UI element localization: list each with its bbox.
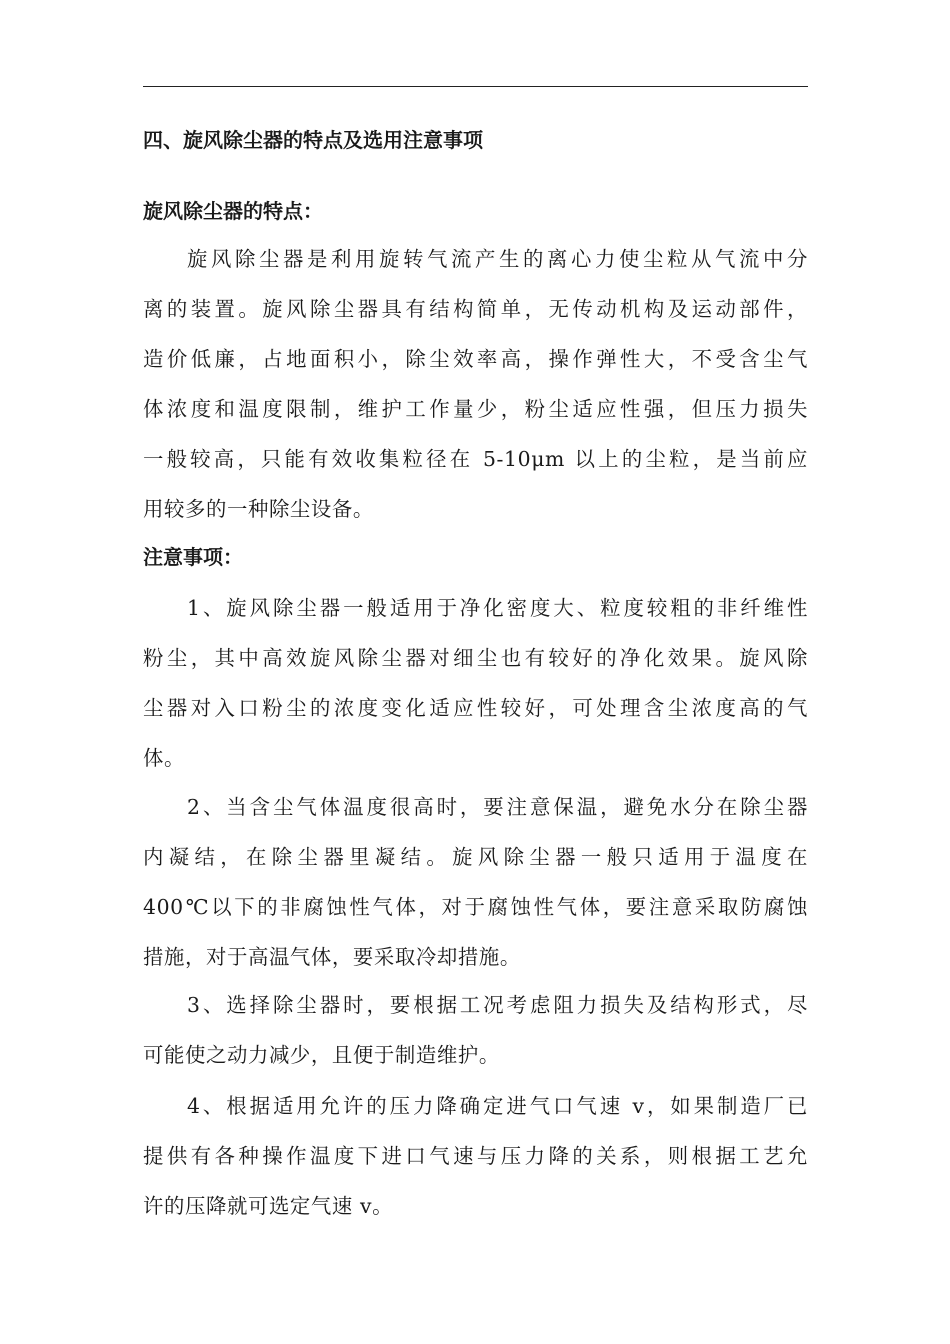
text-line: 400℃以下的非腐蚀性气体，对于腐蚀性气体，要注意采取防腐蚀 xyxy=(143,895,808,919)
text-line: 粉尘，其中高效旋风除尘器对细尘也有较好的净化效果。旋风除 xyxy=(143,646,808,670)
text-line: 3、选择除尘器时，要根据工况考虑阻力损失及结构形式，尽 xyxy=(187,993,808,1017)
text-line: 提供有各种操作温度下进口气速与压力降的关系，则根据工艺允 xyxy=(143,1144,808,1168)
note-item-3 xyxy=(143,980,808,1080)
text-line: 许的压降就可选定气速 v。 xyxy=(143,1194,394,1218)
note-item-2 xyxy=(143,782,808,982)
note-item-4 xyxy=(143,1081,808,1231)
text-line: 体浓度和温度限制，维护工作量少，粉尘适应性强，但压力损失 xyxy=(143,397,808,421)
text-line: 可能使之动力减少，且便于制造维护。 xyxy=(143,1043,500,1067)
text-line: 用较多的一种除尘设备。 xyxy=(143,497,374,521)
section-title: 四、旋风除尘器的特点及选用注意事项 xyxy=(143,128,483,152)
notes-heading: 注意事项： xyxy=(143,545,243,569)
header-rule xyxy=(143,86,808,87)
features-heading: 旋风除尘器的特点： xyxy=(143,199,323,223)
text-line: 造价低廉，占地面积小，除尘效率高，操作弹性大，不受含尘气 xyxy=(143,347,808,371)
note-item-1 xyxy=(143,583,808,783)
text-line: 尘器对入口粉尘的浓度变化适应性较好，可处理含尘浓度高的气 xyxy=(143,696,808,720)
text-line: 措施，对于高温气体，要采取冷却措施。 xyxy=(143,945,521,969)
text-line: 一般较高，只能有效收集粒径在 5-10μm 以上的尘粒，是当前应 xyxy=(143,447,808,471)
text-line: 1、旋风除尘器一般适用于净化密度大、粒度较粗的非纤维性 xyxy=(187,596,808,620)
text-line: 4、根据适用允许的压力降确定进气口气速 v，如果制造厂已 xyxy=(187,1094,808,1118)
text-line: 离的装置。旋风除尘器具有结构简单，无传动机构及运动部件， xyxy=(143,297,808,321)
text-line: 体。 xyxy=(143,746,185,770)
text-line: 内凝结，在除尘器里凝结。旋风除尘器一般只适用于温度在 xyxy=(143,845,808,869)
text-line: 2、当含尘气体温度很高时，要注意保温，避免水分在除尘器 xyxy=(187,795,808,819)
text-line: 旋风除尘器是利用旋转气流产生的离心力使尘粒从气流中分 xyxy=(187,247,808,271)
features-paragraph xyxy=(143,234,808,534)
